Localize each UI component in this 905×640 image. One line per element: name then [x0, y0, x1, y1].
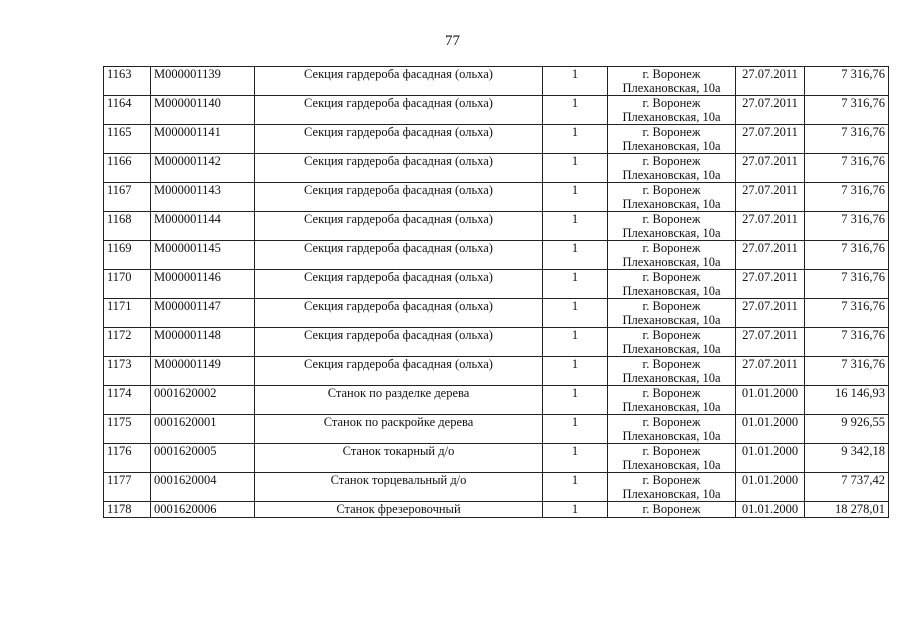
table-row	[104, 502, 889, 518]
address-street: Плехановская, 10а	[622, 255, 721, 269]
quantity-cell: 1	[543, 299, 608, 328]
address-city: г. Воронеж	[642, 299, 701, 313]
inventory-code-cell: М000001144	[151, 212, 255, 241]
address-cell	[608, 125, 736, 154]
amount-cell: 7 316,76	[805, 328, 889, 357]
quantity-cell: 1	[543, 125, 608, 154]
date-cell: 27.07.2011	[736, 96, 805, 125]
amount-cell: 7 316,76	[805, 299, 889, 328]
inventory-code-cell: М000001140	[151, 96, 255, 125]
address-cell	[608, 67, 736, 96]
date-cell: 01.01.2000	[736, 473, 805, 502]
row-number-cell: 1177	[104, 473, 151, 502]
address-cell	[608, 328, 736, 357]
date-cell: 27.07.2011	[736, 357, 805, 386]
table-row	[104, 212, 889, 241]
address-cell	[608, 212, 736, 241]
quantity-cell: 1	[543, 386, 608, 415]
table-row	[104, 125, 889, 154]
item-name-cell: Секция гардероба фасадная (ольха)	[255, 270, 543, 299]
amount-cell: 7 316,76	[805, 183, 889, 212]
item-name-cell: Секция гардероба фасадная (ольха)	[255, 67, 543, 96]
date-cell: 01.01.2000	[736, 386, 805, 415]
quantity-cell: 1	[543, 67, 608, 96]
address-street: Плехановская, 10а	[622, 110, 721, 124]
item-name-cell: Секция гардероба фасадная (ольха)	[255, 212, 543, 241]
row-number-cell: 1167	[104, 183, 151, 212]
amount-cell: 7 316,76	[805, 67, 889, 96]
inventory-code-cell: 0001620001	[151, 415, 255, 444]
quantity-cell: 1	[543, 328, 608, 357]
inventory-code-cell: 0001620006	[151, 502, 255, 518]
row-number-cell: 1168	[104, 212, 151, 241]
address-city: г. Воронеж	[642, 328, 701, 342]
address-street: Плехановская, 10а	[622, 429, 721, 443]
address-city: г. Воронеж	[642, 444, 701, 458]
amount-cell: 7 316,76	[805, 270, 889, 299]
address-cell	[608, 96, 736, 125]
address-city: г. Воронеж	[642, 415, 701, 429]
table-row	[104, 473, 889, 502]
item-name-cell: Станок по разделке дерева	[255, 386, 543, 415]
item-name-cell: Секция гардероба фасадная (ольха)	[255, 125, 543, 154]
address-city: г. Воронеж	[642, 241, 701, 255]
quantity-cell: 1	[543, 96, 608, 125]
item-name-cell: Станок фрезеровочный	[255, 502, 543, 518]
address-cell	[608, 473, 736, 502]
quantity-cell: 1	[543, 241, 608, 270]
row-number-cell: 1176	[104, 444, 151, 473]
address-city: г. Воронеж	[642, 212, 701, 226]
table-row	[104, 299, 889, 328]
item-name-cell: Секция гардероба фасадная (ольха)	[255, 183, 543, 212]
row-number-cell: 1163	[104, 67, 151, 96]
address-cell	[608, 270, 736, 299]
inventory-code-cell: М000001141	[151, 125, 255, 154]
item-name-cell: Секция гардероба фасадная (ольха)	[255, 241, 543, 270]
row-number-cell: 1165	[104, 125, 151, 154]
quantity-cell: 1	[543, 473, 608, 502]
amount-cell: 18 278,01	[805, 502, 889, 518]
inventory-code-cell: М000001149	[151, 357, 255, 386]
quantity-cell: 1	[543, 357, 608, 386]
item-name-cell: Секция гардероба фасадная (ольха)	[255, 154, 543, 183]
inventory-table	[103, 66, 889, 518]
address-city: г. Воронеж	[642, 183, 701, 197]
quantity-cell: 1	[543, 212, 608, 241]
row-number-cell: 1171	[104, 299, 151, 328]
table-row	[104, 67, 889, 96]
table-row	[104, 96, 889, 125]
date-cell: 27.07.2011	[736, 125, 805, 154]
row-number-cell: 1178	[104, 502, 151, 518]
inventory-code-cell: М000001148	[151, 328, 255, 357]
date-cell: 27.07.2011	[736, 328, 805, 357]
address-cell	[608, 357, 736, 386]
inventory-code-cell: М000001143	[151, 183, 255, 212]
quantity-cell: 1	[543, 270, 608, 299]
address-cell	[608, 386, 736, 415]
table-row	[104, 154, 889, 183]
table-row	[104, 328, 889, 357]
inventory-code-cell: М000001142	[151, 154, 255, 183]
date-cell: 01.01.2000	[736, 415, 805, 444]
address-street: Плехановская, 10а	[622, 400, 721, 414]
address-street: Плехановская, 10а	[622, 81, 721, 95]
address-city: г. Воронеж	[642, 96, 701, 110]
inventory-code-cell: М000001139	[151, 67, 255, 96]
address-city: г. Воронеж	[642, 386, 701, 400]
row-number-cell: 1175	[104, 415, 151, 444]
table-row	[104, 386, 889, 415]
quantity-cell: 1	[543, 154, 608, 183]
inventory-code-cell: М000001145	[151, 241, 255, 270]
address-street: Плехановская, 10а	[622, 371, 721, 385]
address-city: г. Воронеж	[642, 502, 701, 516]
row-number-cell: 1173	[104, 357, 151, 386]
inventory-code-cell: 0001620005	[151, 444, 255, 473]
item-name-cell: Секция гардероба фасадная (ольха)	[255, 299, 543, 328]
page-number: 77	[445, 33, 460, 49]
row-number-cell: 1164	[104, 96, 151, 125]
address-cell	[608, 444, 736, 473]
address-street: Плехановская, 10а	[622, 342, 721, 356]
row-number-cell: 1166	[104, 154, 151, 183]
address-city: г. Воронеж	[642, 473, 701, 487]
table-row	[104, 241, 889, 270]
address-street: Плехановская, 10а	[622, 487, 721, 501]
row-number-cell: 1172	[104, 328, 151, 357]
inventory-code-cell: 0001620004	[151, 473, 255, 502]
row-number-cell: 1174	[104, 386, 151, 415]
table-row	[104, 357, 889, 386]
table-row	[104, 415, 889, 444]
row-number-cell: 1169	[104, 241, 151, 270]
inventory-code-cell: М000001147	[151, 299, 255, 328]
address-city: г. Воронеж	[642, 67, 701, 81]
address-street: Плехановская, 10а	[622, 313, 721, 327]
item-name-cell: Секция гардероба фасадная (ольха)	[255, 357, 543, 386]
amount-cell: 7 737,42	[805, 473, 889, 502]
amount-cell: 7 316,76	[805, 212, 889, 241]
inventory-code-cell: 0001620002	[151, 386, 255, 415]
amount-cell: 7 316,76	[805, 241, 889, 270]
address-street: Плехановская, 10а	[622, 168, 721, 182]
item-name-cell: Станок торцевальный д/о	[255, 473, 543, 502]
address-cell	[608, 415, 736, 444]
date-cell: 27.07.2011	[736, 154, 805, 183]
date-cell: 27.07.2011	[736, 270, 805, 299]
amount-cell: 9 342,18	[805, 444, 889, 473]
address-cell	[608, 241, 736, 270]
address-city: г. Воронеж	[642, 154, 701, 168]
address-street: Плехановская, 10а	[622, 458, 721, 472]
item-name-cell: Станок токарный д/о	[255, 444, 543, 473]
amount-cell: 16 146,93	[805, 386, 889, 415]
address-street: Плехановская, 10а	[622, 284, 721, 298]
quantity-cell: 1	[543, 444, 608, 473]
address-street: Плехановская, 10а	[622, 139, 721, 153]
address-street: Плехановская, 10а	[622, 226, 721, 240]
address-city: г. Воронеж	[642, 270, 701, 284]
date-cell: 27.07.2011	[736, 183, 805, 212]
inventory-code-cell: М000001146	[151, 270, 255, 299]
date-cell: 27.07.2011	[736, 241, 805, 270]
date-cell: 27.07.2011	[736, 212, 805, 241]
table-row	[104, 270, 889, 299]
address-street: Плехановская, 10а	[622, 197, 721, 211]
table-row	[104, 444, 889, 473]
table-row	[104, 183, 889, 212]
amount-cell: 7 316,76	[805, 96, 889, 125]
address-city: г. Воронеж	[642, 357, 701, 371]
quantity-cell: 1	[543, 183, 608, 212]
date-cell: 27.07.2011	[736, 67, 805, 96]
amount-cell: 7 316,76	[805, 125, 889, 154]
quantity-cell: 1	[543, 415, 608, 444]
row-number-cell: 1170	[104, 270, 151, 299]
address-cell	[608, 502, 736, 518]
address-cell	[608, 299, 736, 328]
amount-cell: 7 316,76	[805, 357, 889, 386]
item-name-cell: Секция гардероба фасадная (ольха)	[255, 328, 543, 357]
date-cell: 01.01.2000	[736, 444, 805, 473]
item-name-cell: Станок по раскройке дерева	[255, 415, 543, 444]
amount-cell: 7 316,76	[805, 154, 889, 183]
inventory-table-body	[104, 67, 889, 518]
address-cell	[608, 183, 736, 212]
date-cell: 27.07.2011	[736, 299, 805, 328]
amount-cell: 9 926,55	[805, 415, 889, 444]
date-cell: 01.01.2000	[736, 502, 805, 518]
item-name-cell: Секция гардероба фасадная (ольха)	[255, 96, 543, 125]
address-city: г. Воронеж	[642, 125, 701, 139]
quantity-cell: 1	[543, 502, 608, 518]
address-cell	[608, 154, 736, 183]
